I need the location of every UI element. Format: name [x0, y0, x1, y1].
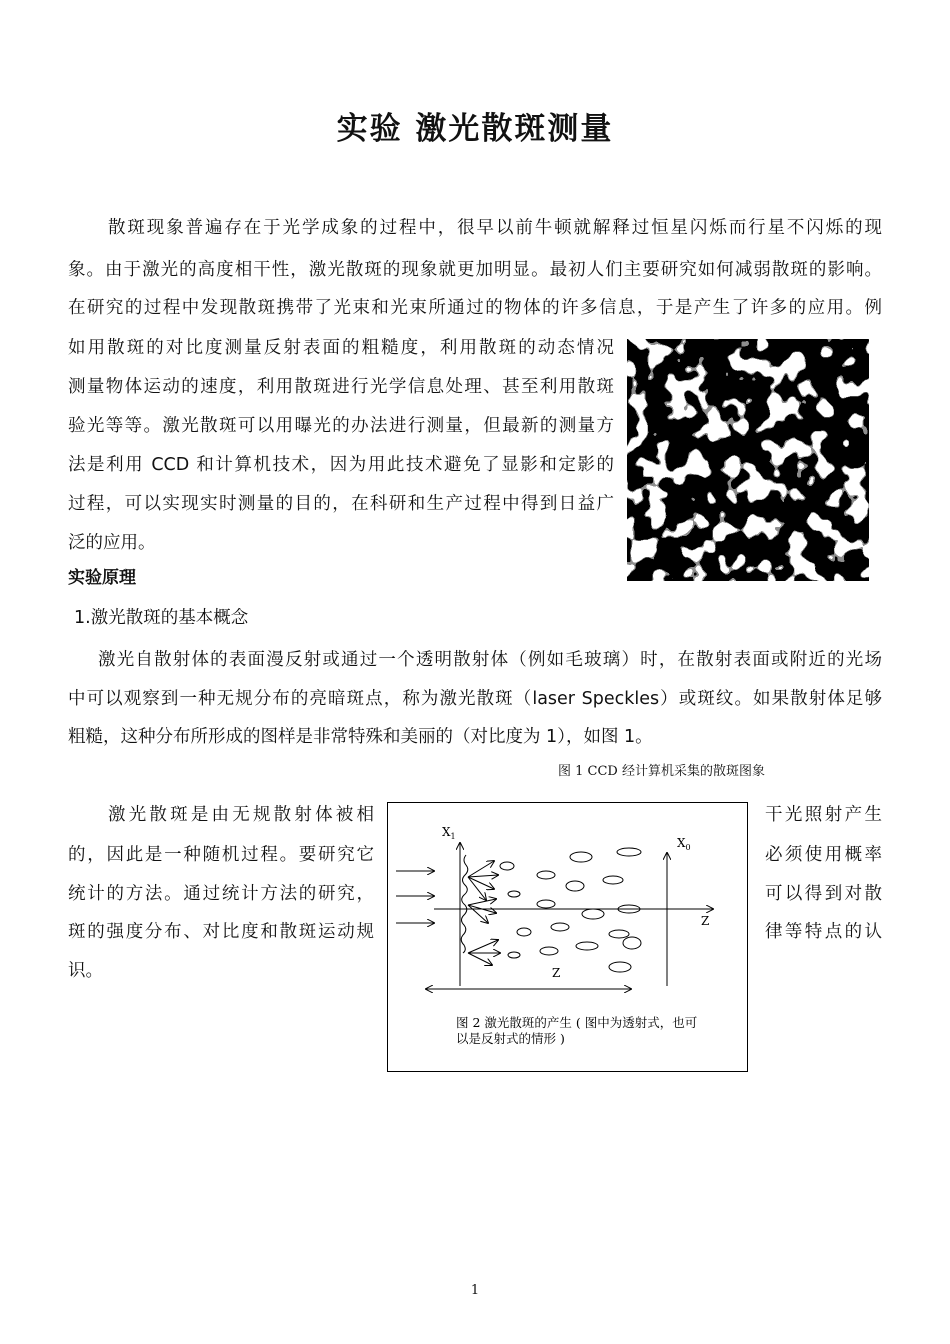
random-line-right: 干光照射产生	[765, 805, 882, 825]
distance-label: Z	[552, 966, 561, 980]
concept-line: 激光自散射体的表面漫反射或通过一个透明散射体（例如毛玻璃）时，在散射表面或附近的光场	[98, 650, 882, 670]
subsection-heading: 1.激光散斑的基本概念	[74, 608, 249, 628]
intro-line: 测量物体运动的速度，利用散斑进行光学信息处理、甚至利用散斑	[68, 377, 614, 397]
intro-line: 象。由于激光的高度相干性，激光散斑的现象就更加明显。最初人们主要研究如何减弱散斑的影响。	[68, 260, 882, 280]
z-axis-label: Z	[701, 914, 710, 928]
figure-2-box	[387, 802, 748, 1072]
speckle-pattern-image	[627, 339, 869, 581]
page-number: 1	[470, 1283, 480, 1298]
intro-line: 散斑现象普遍存在于光学成象的过程中，很早以前牛顿就解释过恒星闪烁而行星不闪烁的现	[108, 218, 882, 238]
random-line-left: 激光散斑是由无规散射体被相	[108, 805, 374, 825]
intro-line: 法是利用 CCD 和计算机技术，因为用此技术避免了显影和定影的	[68, 455, 614, 475]
random-line-right: 可以得到对散	[765, 884, 882, 904]
intro-line: 泛的应用。	[68, 533, 156, 553]
concept-line: 粗糙，这种分布所形成的图样是非常特殊和美丽的（对比度为 1），如图 1。	[68, 727, 653, 747]
random-line-left: 统计的方法。通过统计方法的研究，	[68, 884, 374, 904]
x0-axis-label: $X_0$	[677, 836, 691, 852]
random-line-left: 识。	[68, 961, 103, 981]
concept-line: 中可以观察到一种无规分布的亮暗斑点，称为激光散斑（laser Speckles）或斑纹。如果散射体足够	[68, 689, 882, 709]
random-line-left: 斑的强度分布、对比度和散斑运动规	[68, 922, 374, 942]
figure-2-caption: 以是反射式的情形 )	[456, 1031, 565, 1046]
random-line-right: 必须使用概率	[765, 845, 882, 865]
section-heading: 实验原理	[68, 568, 136, 588]
intro-line: 在研究的过程中发现散斑携带了光束和光束所通过的物体的许多信息，于是产生了许多的应用。例	[68, 298, 882, 318]
page-title: 实验 激光散斑测量	[336, 111, 614, 147]
intro-line: 验光等等。激光散斑可以用曝光的办法进行测量，但最新的测量方	[68, 416, 614, 436]
rough-surface	[461, 855, 468, 953]
x1-axis-label: $X_1$	[442, 825, 456, 841]
intro-line: 如用散斑的对比度测量反射表面的粗糙度，利用散斑的动态情况	[68, 338, 614, 358]
random-line-right: 律等特点的认	[765, 922, 882, 942]
figure-2-caption: 图 2 激光散斑的产生 ( 图中为透射式，也可	[456, 1015, 698, 1030]
figure-1-caption: 图 1 CCD 经计算机采集的散斑图象	[558, 764, 765, 779]
speckle-generation-diagram	[388, 803, 747, 1071]
intro-line: 过程，可以实现实时测量的目的，在科研和生产过程中得到日益广	[68, 494, 614, 514]
random-line-left: 的，因此是一种随机过程。要研究它	[68, 845, 374, 865]
speckle-spots	[500, 848, 641, 972]
